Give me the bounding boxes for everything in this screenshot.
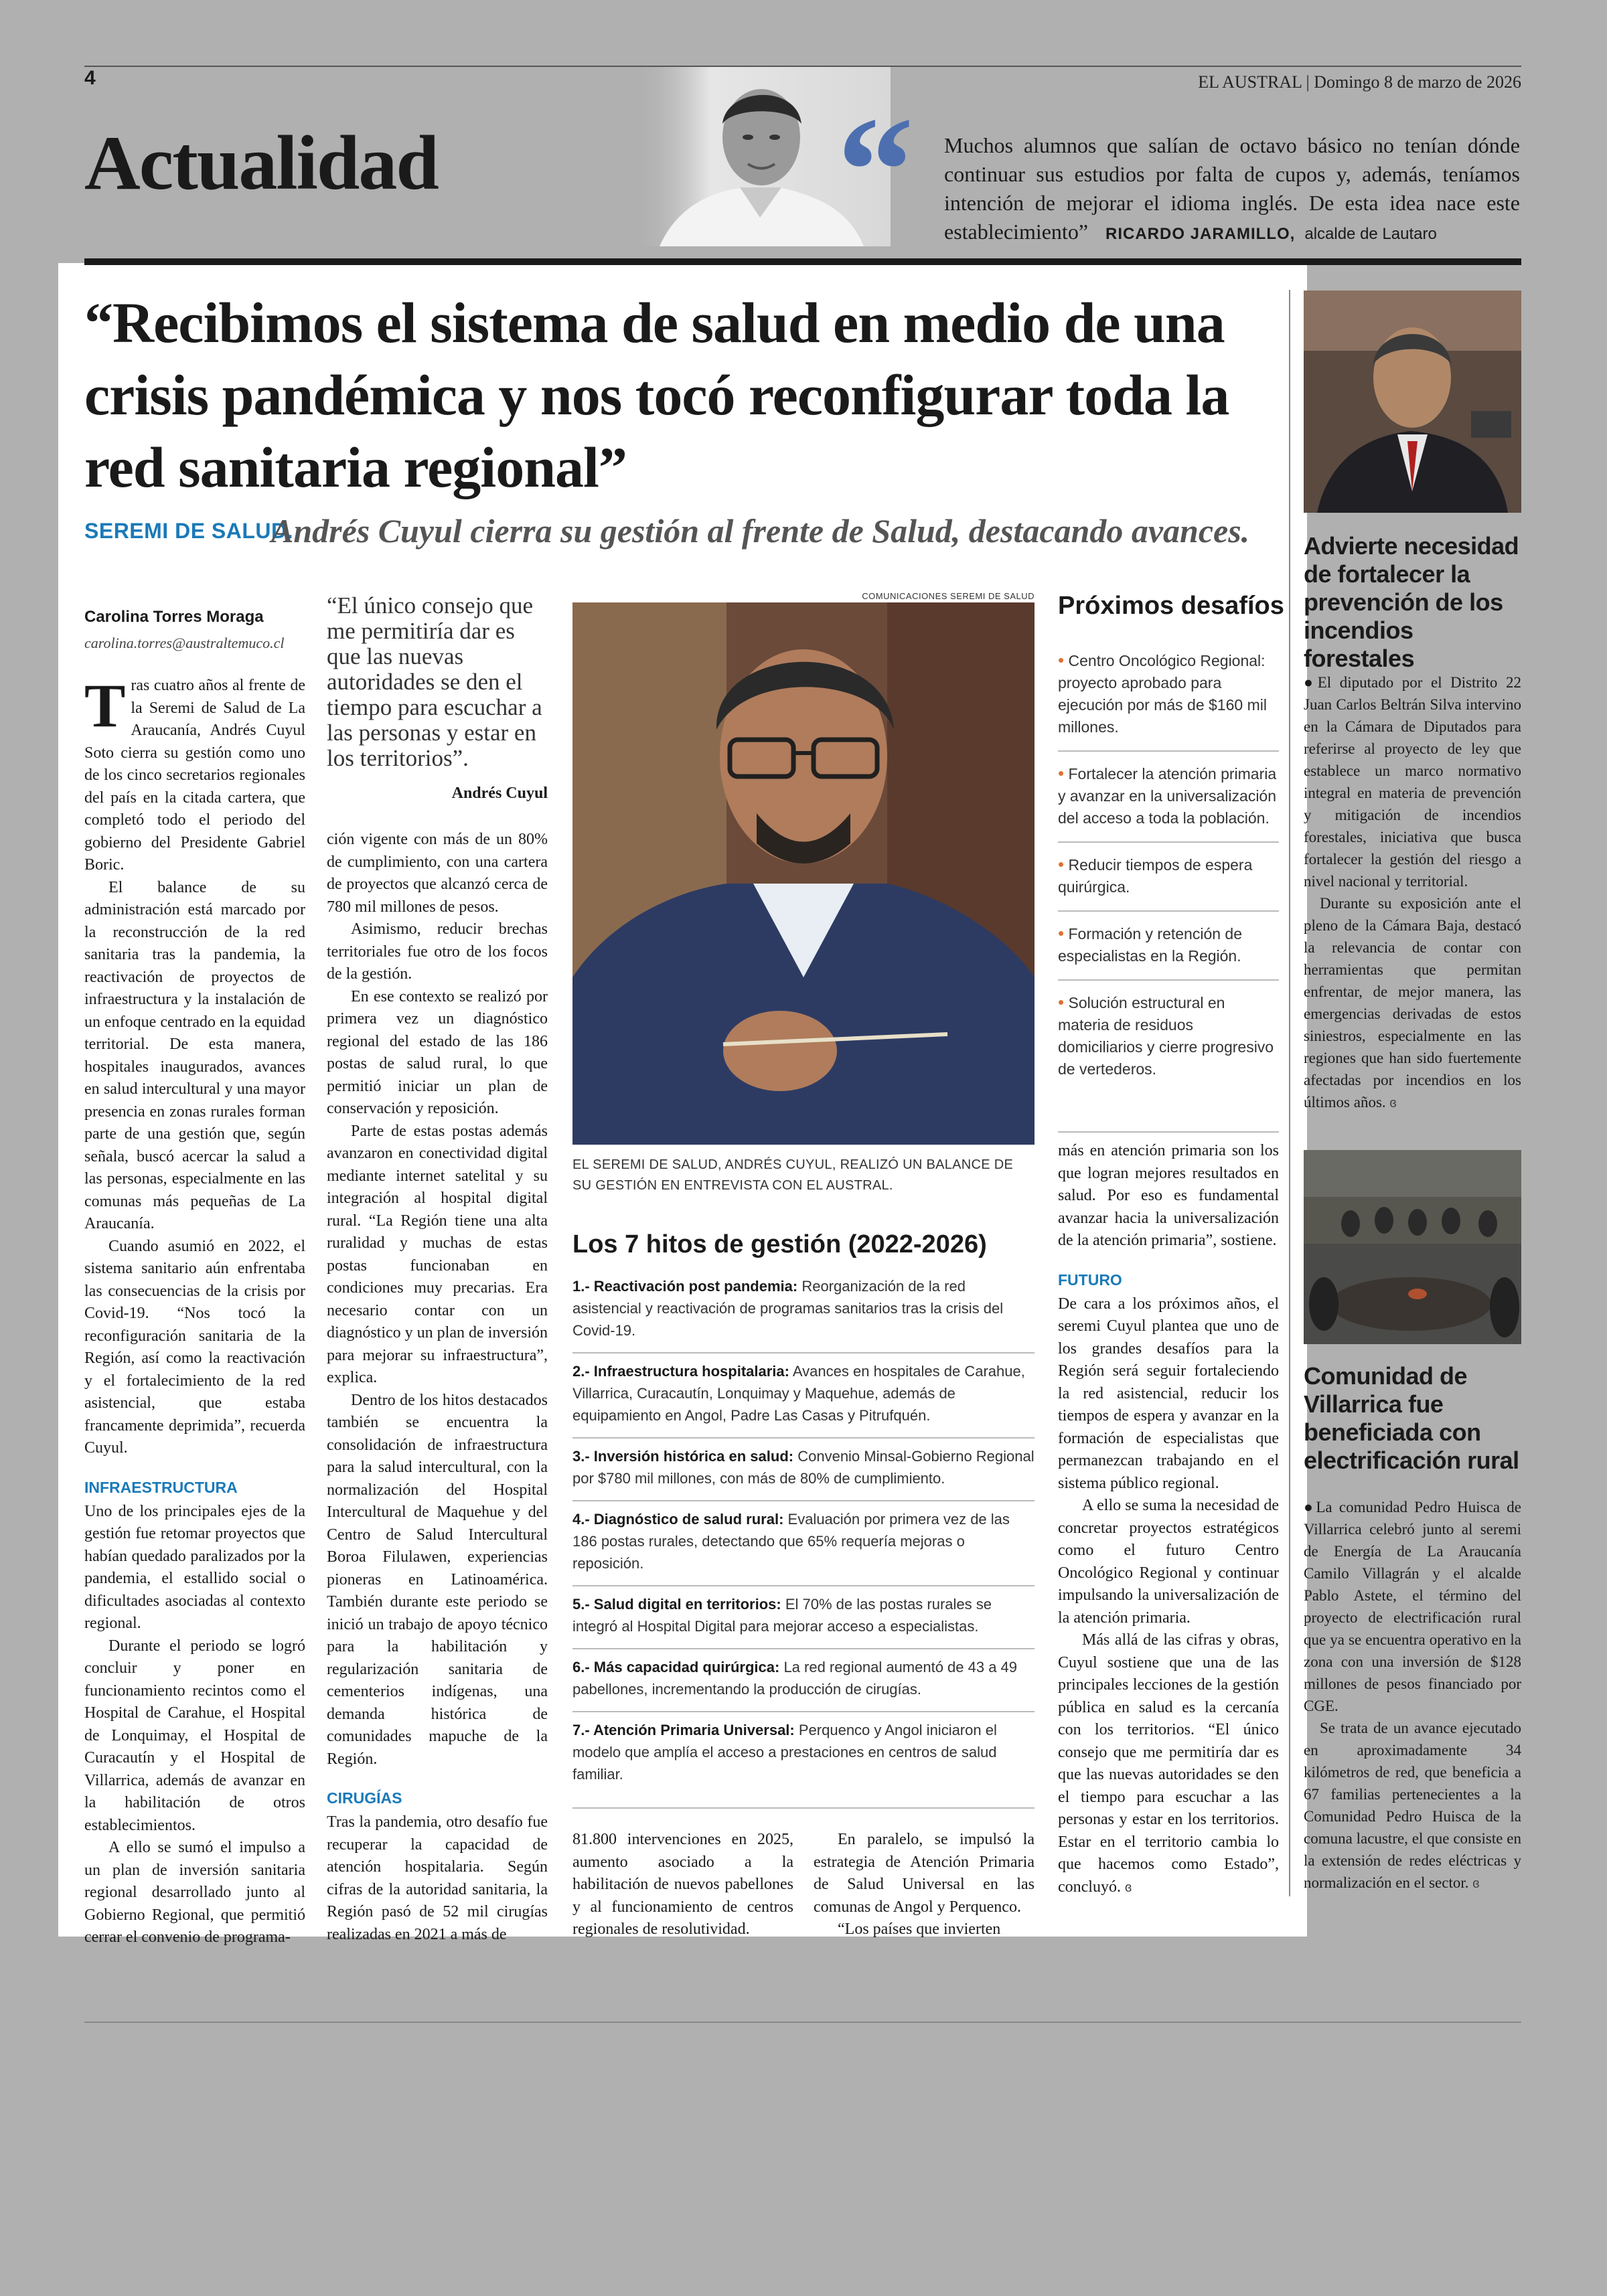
header-quote-text: Muchos alumnos que salían de octavo básico no tenían dónde continuar sus estudios por falta de cupos y, además, teníamos intención de mejorar el idioma inglés. De esta idea nace este establecimiento” (944, 133, 1520, 244)
author-email: carolina.torres@australtemuco.cl (84, 635, 285, 651)
desafios-title: Próximos desafíos (1058, 592, 1284, 620)
paragraph: De cara a los próximos años, el seremi Cuyul plantea que uno de los grandes desafíos para la Región será seguir fortaleciendo la red asistencial, reducir los tiempos de espera y avanzar en la formación de especialistas que permanezcan trabajando en el sistema público regional. (1058, 1295, 1279, 1492)
sidebar-headline-1: Advierte necesidad de fortalecer la prevención de los incendios forestales (1304, 532, 1519, 672)
photo-credit: COMUNICACIONES SEREMI DE SALUD (862, 591, 1035, 601)
desafio-item: • Reducir tiempos de espera quirúrgica. (1058, 841, 1279, 910)
paragraph: Durante el periodo se logró concluir y poner en funcionamiento recintos como el Hospital de Carahue, el Hospital de Lonquimay, el Hospital de Curacautín y el Hospital de Villarrica, además de avanzar en la habilitación de otros establecimientos. (84, 1637, 305, 1834)
desafios-divider (1058, 1131, 1279, 1133)
paragraph: Más allá de las cifras y obras, Cuyul sostiene que una de las principales lecciones de la gestión pública en salud es la cercanía con los territorios. “El único consejo que me permitiría dar es que las nuevas autoridades se den el tiempo para escuchar a las personas y estar en los territorios. Estar en el territorio cambia lo que hacemos como Estado”, concluyó. ɞ (1058, 1631, 1279, 1896)
header-quote-author: RICARDO JARAMILLO, (1105, 225, 1296, 243)
end-mark-icon: ɞ (1472, 1876, 1480, 1891)
article-kicker: SEREMI DE SALUD. (84, 519, 294, 543)
byline (84, 608, 312, 652)
paragraph: Se trata de un avance ejecutado en aproximadamente 34 kilómetros de red, que beneficia a 67 familias pertenecientes a la Comunidad Pedro Huisca de la comuna lacustre, el que consiste en la extensión de redes eléctricas y normalización en el sector. ɞ (1304, 1720, 1521, 1891)
paragraph: 81.800 intervenciones en 2025, aumento asociado a la habilitación de nuevos pabellones y al funcionamiento de centros regionales de resolutividad. (572, 1831, 793, 1938)
hito-item: 5.- Salud digital en territorios: El 70% de las postas rurales se integró al Hospital Digital para mejorar acceso a especialistas. (572, 1585, 1035, 1648)
main-portrait-photo (572, 602, 1035, 1145)
header-quote (944, 131, 1520, 246)
desafio-item: • Fortalecer la atención primaria y avanzar en la universalización del acceso a toda la población. (1058, 750, 1279, 841)
desafios-list (1058, 639, 1279, 1092)
article-deck: Andrés Cuyul cierra su gestión al frente de Salud, destacando avances. (271, 512, 1250, 550)
paragraph: A ello se suma la necesidad de concretar proyectos estratégicos como el futuro Centro Oncológico Regional y continuar impulsando la universalización de la atención primaria. (1058, 1497, 1279, 1627)
paragraph: Dentro de los hitos destacados también se encuentra la consolidación de infraestructura para la salud intercultural, con la normalización del Hospital Intercultural de Maquehue y del Centro de Salud Intercultural Boroa Filulawen, experiencias pioneras en Latinoamérica. También durante este periodo se inició un trabajo de apoyo técnico para la habilitación y regularización sanitaria de cementerios indígenas, una demanda histórica de comunidades mapuche de la Región. (327, 1391, 548, 1768)
hito-item: 7.- Atención Primaria Universal: Perquenco y Angol iniciaron el modelo que amplía el acceso a prestaciones en centros de salud familiar. (572, 1711, 1035, 1796)
rail-divider (1289, 290, 1290, 1896)
hito-item: 4.- Diagnóstico de salud rural: Evaluación por primera vez de las 186 postas rurales, detectando que 65% requería mejoras o reposición. (572, 1500, 1035, 1585)
dropcap: T (84, 671, 126, 740)
sidebar-story-1 (1304, 671, 1521, 1115)
paragraph: ●El diputado por el Distrito 22 Juan Carlos Beltrán Silva intervino en la Cámara de Diputados para referirse al proyecto de ley que establece un marco normativo integral en materia de prevención y mitigación de incendios forestales, iniciativa que busca fortalecer la gestión del riesgo a nivel nacional y territorial. (1304, 674, 1521, 890)
paragraph: ●La comunidad Pedro Huisca de Villarrica celebró junto al seremi de Energía de La Araucanía Camilo Villagrán y el alcalde Pablo Astete, el término del proyecto de electrificación rural que ya se encuentra operativo en la zona con una inversión de $128 millones de pesos financiado por CGE. (1304, 1499, 1521, 1714)
hitos-list (572, 1275, 1035, 1796)
subhead-infraestructura: INFRAESTRUCTURA (84, 1478, 238, 1496)
masthead: EL AUSTRAL | Domingo 8 de marzo de 2026 (1198, 72, 1521, 92)
desafio-item: • Solución estructural en materia de residuos domiciliarios y cierre progresivo de vertederos. (1058, 979, 1279, 1092)
paragraph: más en atención primaria son los que logran mejores resultados en salud. Por eso es fundamental avanzar hacia la universalización de la atención primaria”, sostiene. (1058, 1142, 1279, 1249)
subhead-cirugias: CIRUGÍAS (327, 1789, 402, 1807)
article-column-4 (1058, 1140, 1279, 1899)
header-quote-role: alcalde de Lautaro (1304, 225, 1437, 243)
hito-item: 6.- Más capacidad quirúrgica: La red regional aumentó de 43 a 49 pabellones, incrementando la producción de cirugías. (572, 1648, 1035, 1711)
header-rule (84, 258, 1521, 265)
paragraph: ción vigente con más de un 80% de cumplimiento, con una cartera de proyectos que alcanzó cerca de 780 mil millones de pesos. (327, 831, 548, 916)
paragraph: En ese contexto se realizó por primera vez un diagnóstico regional del estado de las 186 postas de salud rural, lo que permitió iniciar un plan de conservación y reposición. (327, 987, 548, 1117)
desafio-item: • Centro Oncológico Regional: proyecto aprobado para ejecución por más de $160 mil millones. (1058, 650, 1267, 736)
sidebar-headline-2: Comunidad de Villarrica fue beneficiada con electrificación rural (1304, 1362, 1519, 1474)
hitos-divider (572, 1807, 1035, 1809)
quote-mark-icon: “ (837, 85, 914, 256)
end-mark-icon: ɞ (1124, 1880, 1132, 1895)
bottom-rule (84, 2022, 1521, 2023)
desafio-item: • Formación y retención de especialistas en la Región. (1058, 910, 1279, 979)
hito-item: 1.- Reactivación post pandemia: Reorganización de la red asistencial y reactivación de programas sanitarios tras la crisis del Covid-19. (572, 1278, 1004, 1339)
pull-quote: “El único consejo que me permitiría dar es que las nuevas autoridades se den el tiempo para escuchar a las personas y estar en los territorios”. (327, 592, 542, 771)
paragraph: Durante su exposición ante el pleno de la Cámara Baja, destacó la relevancia de contar con herramientas que permitan enfrentar, de mejor manera, las emergencias derivadas de estos siniestros, especialmente en las regiones que han sido fuertemente afectadas por incendios en los últimos años. ɞ (1304, 895, 1521, 1111)
bullet-icon: ● (1304, 674, 1318, 691)
paragraph: Tras cuatro años al frente de la Seremi de Salud de La Araucanía, Andrés Cuyul Soto cierra su gestión como uno de los cinco secretarios regionales del país en la citada cartera, que completó todo el periodo del gobierno del Presidente Gabriel Boric. (84, 671, 305, 874)
paragraph: A ello se sumó el impulso a un plan de inversión sanitaria regional desarrollado junto al Gobierno Regional, que permitió cerrar el convenio de programa- (84, 1839, 305, 1946)
hito-item: 2.- Infraestructura hospitalaria: Avances en hospitales de Carahue, Villarrica, Curacautín, Lonquimay y Maquehue, además de equipamiento en Angol, Padre Las Casas y Pitrufquén. (572, 1352, 1035, 1437)
hitos-title: Los 7 hitos de gestión (2022-2026) (572, 1230, 987, 1258)
bullet-icon: • (1058, 854, 1065, 874)
bullet-icon: • (1058, 923, 1065, 943)
bullet-icon: • (1058, 763, 1065, 783)
hito-item: 3.- Inversión histórica en salud: Convenio Minsal-Gobierno Regional por $780 mil millones, con más de 80% de cumplimiento. (572, 1437, 1035, 1500)
article-headline: “Recibimos el sistema de salud en medio de una crisis pandémica y nos tocó reconfigurar toda la red sanitaria regional” (84, 291, 1229, 499)
author-name: Carolina Torres Moraga (84, 608, 264, 626)
section-title: Actualidad (84, 120, 438, 206)
article-column-2 (327, 829, 548, 1946)
article-column-3a (572, 1829, 793, 1941)
article-column-3b (814, 1829, 1035, 1941)
pull-quote-author: Andrés Cuyul (451, 785, 548, 802)
bullet-icon: ● (1304, 1499, 1316, 1515)
paragraph: Asimismo, reducir brechas territoriales fue otro de los focos de la gestión. (327, 920, 548, 983)
photo-caption: EL SEREMI DE SALUD, ANDRÉS CUYUL, REALIZÓ UN BALANCE DE SU GESTIÓN EN ENTREVISTA CON EL AUSTRAL. (572, 1157, 1014, 1193)
sidebar-photo-community (1304, 1150, 1521, 1344)
sidebar-photo-deputy (1304, 291, 1521, 513)
paragraph: El balance de su administración está marcado por la reconstrucción de la red sanitaria tras la pandemia, la reactivación de proyectos de infraestructura y la instalación de un enfoque centrado en la equidad territorial. De esta manera, hospitales inaugurados, avances en salud intercultural y una mayor presencia en zonas rurales forman parte de una gestión que, según señala, buscó acercar la salud a las personas, especialmente en las comunas más pequeñas de La Araucanía. (84, 878, 305, 1232)
subhead-futuro: FUTURO (1058, 1270, 1122, 1289)
paragraph: Cuando asumió en 2022, el sistema sanitario aún enfrentaba las consecuencias de la crisis por Covid-19. “Nos tocó la reconfiguración sanitaria de la Región, así como la reactivación y el fortalecimiento de la red asistencial, que estaba francamente deprimida”, recuerda Cuyul. (84, 1237, 305, 1457)
article-column-1 (84, 671, 305, 1949)
page-number: 4 (84, 67, 96, 89)
paragraph: “Los países que invierten (838, 1920, 1001, 1938)
end-mark-icon: ɞ (1389, 1096, 1397, 1111)
bullet-icon: • (1058, 650, 1065, 670)
sidebar-story-2 (1304, 1496, 1521, 1895)
paragraph: Parte de estas postas además avanzaron en conectividad digital mediante internet satelital y su integración al hospital digital rural. “La Región tiene una alta ruralidad y muchas de estas postas funcionaban en condiciones muy precarias. Era necesario contar con un diagnóstico y un plan de inversión para mejorar su infraestructura”, explica. (327, 1122, 548, 1386)
bullet-icon: • (1058, 992, 1065, 1012)
paragraph: En paralelo, se impulsó la estrategia de Atención Primaria de Salud Universal en las comunas de Angol y Perquenco. (814, 1831, 1035, 1916)
paragraph: Uno de los principales ejes de la gestión fue retomar proyectos que habían quedado paralizados por la pandemia, el estallido social o dificultades asociadas al contexto regional. (84, 1502, 305, 1632)
paragraph: Tras la pandemia, otro desafío fue recuperar la capacidad de atención hospitalaria. Según cifras de la autoridad sanitaria, la Región pasó de 52 mil cirugías realizadas en 2021 a más de (327, 1813, 548, 1943)
